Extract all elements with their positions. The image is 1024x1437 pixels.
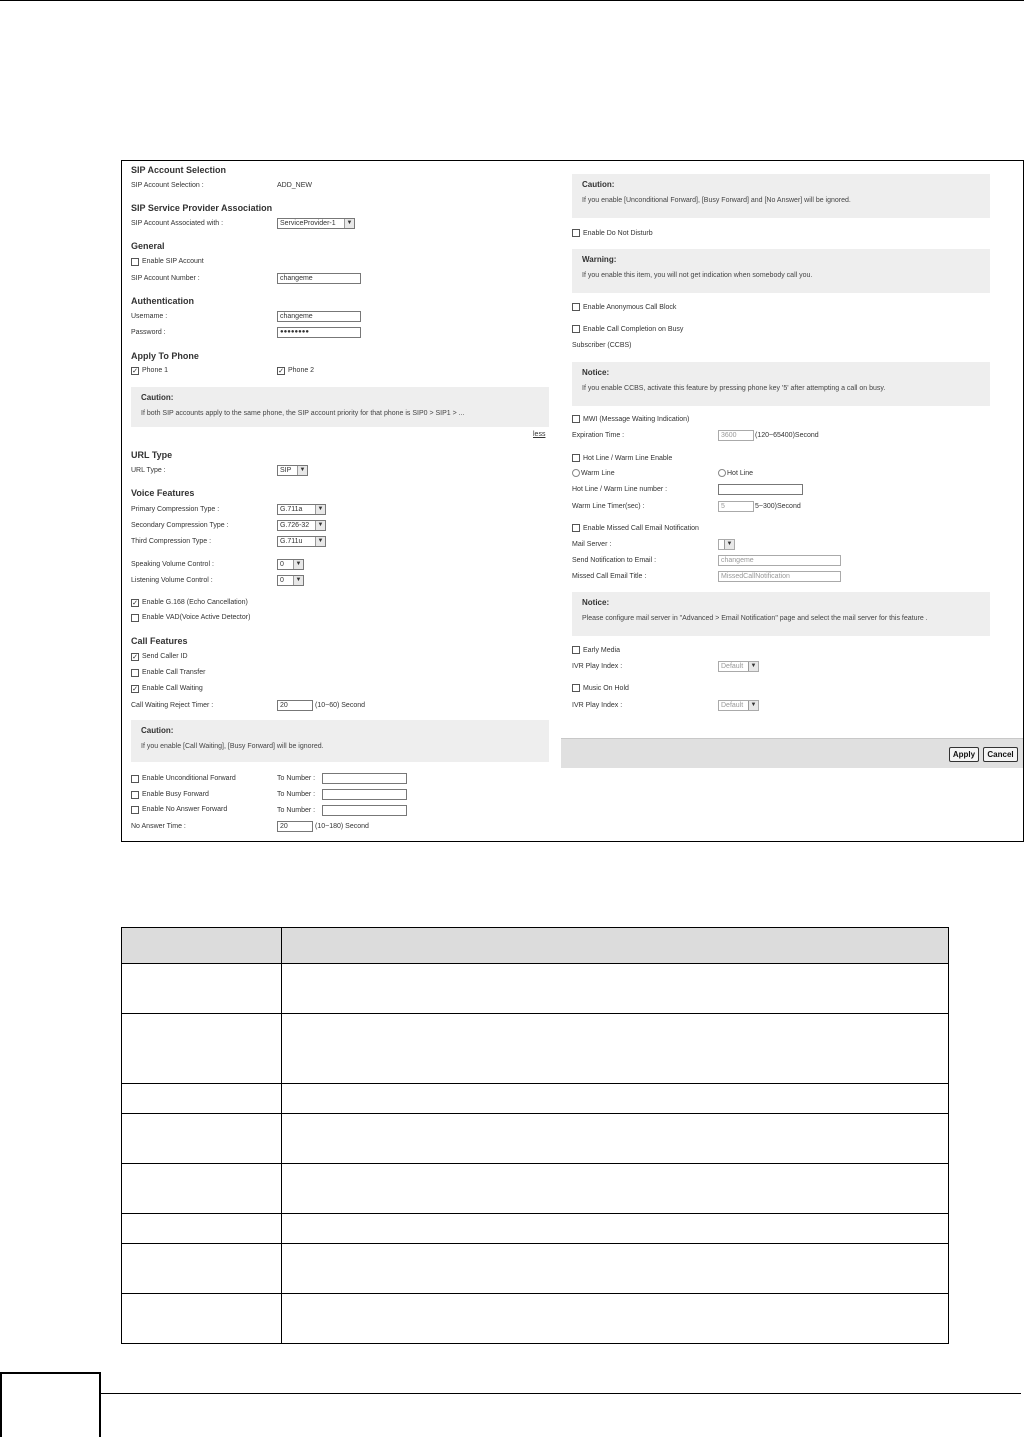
chevron-down-icon: ▼ <box>293 560 303 569</box>
third-compression-label: Third Compression Type : <box>131 538 212 545</box>
table-cell <box>282 1014 949 1084</box>
phone1-label: Phone 1 <box>142 367 169 374</box>
expiration-time-unit: (120~65400)Second <box>755 432 819 439</box>
table-cell <box>122 1084 282 1114</box>
field-description-table <box>121 927 949 1344</box>
table-cell <box>122 1244 282 1294</box>
warm-line-label: Warm Line <box>581 470 615 477</box>
sip-account-number-input[interactable]: changeme <box>277 273 361 284</box>
hot-line-number-input[interactable] <box>718 484 803 495</box>
enable-sip-account-label: Enable SIP Account <box>142 258 204 265</box>
anonymous-call-block-label: Enable Anonymous Call Block <box>583 304 677 311</box>
hot-line-radio[interactable] <box>718 469 726 477</box>
heading-general: General <box>131 241 165 251</box>
username-input[interactable]: changeme <box>277 311 361 322</box>
button-bar <box>561 738 1024 768</box>
url-type-label: URL Type : <box>131 467 166 474</box>
table-row <box>122 1164 949 1214</box>
unconditional-forward-number-input[interactable] <box>322 773 407 784</box>
busy-forward-number-input[interactable] <box>322 789 407 800</box>
caution-title: Caution: <box>141 393 174 402</box>
send-notification-input[interactable]: changeme <box>718 555 841 566</box>
heading-authentication: Authentication <box>131 296 194 306</box>
table-row <box>122 964 949 1014</box>
chevron-down-icon: ▼ <box>315 537 325 546</box>
caution-text: If you enable [Call Waiting], [Busy Forward] will be ignored. <box>141 743 324 750</box>
table-cell <box>282 1084 949 1114</box>
speaking-volume-label: Speaking Volume Control : <box>131 561 214 568</box>
page-footer-rule <box>100 1393 1021 1394</box>
table-row <box>122 1014 949 1084</box>
music-on-hold-ivr-select[interactable] <box>718 700 759 711</box>
no-answer-forward-label: Enable No Answer Forward <box>142 806 228 813</box>
to-number-label: To Number : <box>277 791 316 798</box>
speaking-volume-select[interactable] <box>277 559 304 570</box>
service-provider-select-value: ServiceProvider-1 <box>280 220 336 227</box>
echo-cancellation-checkbox[interactable]: ✓ <box>132 600 138 607</box>
table-cell <box>122 1294 282 1344</box>
busy-forward-label: Enable Busy Forward <box>142 791 209 798</box>
notice-text: If you enable CCBS, activate this feature by pressing phone key '5' after attempting a call on busy. <box>582 385 886 392</box>
expiration-time-label: Expiration Time : <box>572 432 625 439</box>
caution-text: If you enable [Unconditional Forward], [Busy Forward] and [No Answer] will be ignored. <box>582 197 851 204</box>
sip-account-selection-label: SIP Account Selection : <box>131 182 204 189</box>
do-not-disturb-label: Enable Do Not Disturb <box>583 230 653 237</box>
sip-account-selection-value: ADD_NEW <box>277 182 313 189</box>
heading-sip-service-provider: SIP Service Provider Association <box>131 203 273 213</box>
secondary-compression-label: Secondary Compression Type : <box>131 522 229 529</box>
no-answer-time-unit: (10~180) Second <box>315 823 369 830</box>
caution-box-sip-priority <box>131 387 549 427</box>
listening-volume-value: 0 <box>280 577 284 584</box>
unconditional-forward-label: Enable Unconditional Forward <box>142 775 236 782</box>
reject-timer-label: Call Waiting Reject Timer : <box>131 702 214 709</box>
heading-apply-to-phone: Apply To Phone <box>131 351 199 361</box>
table-cell <box>282 1214 949 1244</box>
warning-box <box>572 249 990 293</box>
notice-box-mail-server <box>572 592 990 636</box>
cancel-button[interactable]: Cancel <box>983 747 1018 762</box>
no-answer-time-input[interactable]: 20 <box>277 821 313 832</box>
table-cell <box>282 1244 949 1294</box>
url-type-select-value: SIP <box>280 467 292 474</box>
chevron-down-icon: ▼ <box>344 219 354 228</box>
phone2-checkbox[interactable]: ✓ <box>278 368 284 375</box>
heading-voice-features: Voice Features <box>131 488 195 498</box>
busy-forward-checkbox[interactable] <box>131 791 139 799</box>
mail-server-label: Mail Server : <box>572 541 612 548</box>
anonymous-call-block-checkbox[interactable] <box>572 303 580 311</box>
vad-label: Enable VAD(Voice Active Detector) <box>142 614 251 621</box>
no-answer-forward-number-input[interactable] <box>322 805 407 816</box>
table-row <box>122 1294 949 1344</box>
ccbs-label: Enable Call Completion on Busy <box>583 326 684 333</box>
table-cell <box>282 1294 949 1344</box>
vad-checkbox[interactable] <box>131 614 139 622</box>
table-cell <box>282 964 949 1014</box>
table-header-cell <box>282 928 949 964</box>
missed-call-email-label: Enable Missed Call Email Notification <box>583 525 699 532</box>
hot-line-number-label: Hot Line / Warm Line number : <box>572 486 668 493</box>
early-media-ivr-label: IVR Play Index : <box>572 663 623 670</box>
hot-line-radio-label: Hot Line <box>727 470 754 477</box>
echo-cancellation-label: Enable G.168 (Echo Cancellation) <box>142 599 248 606</box>
warm-line-timer-label: Warm Line Timer(sec) : <box>572 503 645 510</box>
early-media-ivr-select[interactable] <box>718 661 759 672</box>
table-cell <box>122 1114 282 1164</box>
heading-url-type: URL Type <box>131 450 173 460</box>
send-caller-id-checkbox[interactable]: ✓ <box>132 654 138 661</box>
primary-compression-select[interactable] <box>277 504 326 515</box>
chevron-down-icon: ▼ <box>724 540 734 549</box>
to-number-label: To Number : <box>277 775 316 782</box>
music-on-hold-ivr-value: Default <box>721 702 744 709</box>
hot-line-label: Hot Line / Warm Line Enable <box>583 455 673 462</box>
early-media-ivr-value: Default <box>721 663 744 670</box>
do-not-disturb-checkbox[interactable] <box>572 229 580 237</box>
mwi-label: MWI (Message Waiting Indication) <box>583 416 690 423</box>
missed-call-title-label: Missed Call Email Title : <box>572 573 647 580</box>
table-cell <box>282 1114 949 1164</box>
password-label: Password : <box>131 329 166 336</box>
warm-line-radio[interactable] <box>572 469 580 477</box>
notice-text: Please configure mail server in "Advanced > Email Notification" page and select the mail server for this feature . <box>582 615 928 622</box>
table-row <box>122 1214 949 1244</box>
unconditional-forward-checkbox[interactable] <box>131 775 139 783</box>
send-caller-id-label: Send Caller ID <box>142 653 188 660</box>
chevron-down-icon: ▼ <box>315 521 325 530</box>
ccbs-label-line2: Subscriber (CCBS) <box>572 342 632 349</box>
caution-box-call-waiting <box>131 720 549 762</box>
send-notification-label: Send Notification to Email : <box>572 557 657 564</box>
third-compression-select[interactable] <box>277 536 326 547</box>
call-transfer-checkbox[interactable] <box>131 669 139 677</box>
early-media-checkbox[interactable] <box>572 646 580 654</box>
chevron-down-icon: ▼ <box>297 466 307 475</box>
password-input[interactable]: ●●●●●●●● <box>277 327 361 338</box>
caution-title: Caution: <box>141 726 174 735</box>
table-cell <box>122 1214 282 1244</box>
missed-call-email-checkbox[interactable] <box>572 524 580 532</box>
call-waiting-checkbox[interactable]: ✓ <box>132 686 138 693</box>
table-cell <box>122 1164 282 1214</box>
early-media-label: Early Media <box>583 647 620 654</box>
secondary-compression-value: G.726-32 <box>280 522 310 529</box>
table-cell <box>122 1014 282 1084</box>
heading-call-features: Call Features <box>131 636 188 646</box>
enable-sip-account-checkbox[interactable] <box>131 258 139 266</box>
caution-text: If both SIP accounts apply to the same phone, the SIP account priority for that phone is SIP0 > SIP1 > ... <box>141 410 465 417</box>
caution-title: Caution: <box>582 180 615 189</box>
expiration-time-input[interactable]: 3600 <box>718 430 754 441</box>
username-label: Username : <box>131 313 168 320</box>
music-on-hold-label: Music On Hold <box>583 685 629 692</box>
call-waiting-label: Enable Call Waiting <box>142 685 203 692</box>
chevron-down-icon: ▼ <box>315 505 325 514</box>
table-header-row <box>122 928 949 964</box>
no-answer-time-label: No Answer Time : <box>131 823 186 830</box>
phone1-checkbox[interactable]: ✓ <box>132 368 138 375</box>
listening-volume-label: Listening Volume Control : <box>131 577 213 584</box>
table-header-cell <box>122 928 282 964</box>
chevron-down-icon: ▼ <box>293 576 303 585</box>
third-compression-value: G.711u <box>280 538 303 545</box>
sip-associated-label: SIP Account Associated with : <box>131 220 224 227</box>
service-provider-select[interactable] <box>277 218 355 229</box>
reject-timer-input[interactable]: 20 <box>277 700 313 711</box>
chevron-down-icon: ▼ <box>748 662 758 671</box>
notice-box-ccbs <box>572 362 990 406</box>
less-link[interactable]: less <box>533 431 546 438</box>
warning-text: If you enable this item, you will not get indication when somebody call you. <box>582 272 813 279</box>
page-top-rule <box>0 0 1024 1</box>
notice-title: Notice: <box>582 598 610 607</box>
secondary-compression-select[interactable] <box>277 520 326 531</box>
mail-server-select[interactable] <box>718 539 735 550</box>
sip-account-screenshot <box>121 160 1024 842</box>
call-transfer-label: Enable Call Transfer <box>142 669 206 676</box>
heading-sip-account-selection: SIP Account Selection <box>131 165 227 175</box>
chevron-down-icon: ▼ <box>748 701 758 710</box>
music-on-hold-ivr-label: IVR Play Index : <box>572 702 623 709</box>
table-row <box>122 1114 949 1164</box>
no-answer-forward-checkbox[interactable] <box>131 806 139 814</box>
music-on-hold-checkbox[interactable] <box>572 684 580 692</box>
reject-timer-unit: (10~60) Second <box>315 702 366 709</box>
table-cell <box>122 964 282 1014</box>
primary-compression-label: Primary Compression Type : <box>131 506 220 513</box>
mwi-checkbox[interactable] <box>572 415 580 423</box>
apply-button[interactable]: Apply <box>949 747 979 762</box>
sip-account-number-label: SIP Account Number : <box>131 275 200 282</box>
warning-title: Warning: <box>582 255 617 264</box>
phone2-label: Phone 2 <box>288 367 315 374</box>
primary-compression-value: G.711a <box>280 506 303 513</box>
caution-box-forward <box>572 174 990 218</box>
url-type-select[interactable] <box>277 465 308 476</box>
hot-line-checkbox[interactable] <box>572 454 580 462</box>
warm-line-timer-unit: 5~300)Second <box>755 503 801 510</box>
to-number-label: To Number : <box>277 807 316 814</box>
table-row <box>122 1244 949 1294</box>
table-cell <box>282 1164 949 1214</box>
listening-volume-select[interactable] <box>277 575 304 586</box>
page-number-box <box>0 1372 101 1437</box>
table-row <box>122 1084 949 1114</box>
ccbs-checkbox[interactable] <box>572 325 580 333</box>
speaking-volume-value: 0 <box>280 561 284 568</box>
missed-call-title-input[interactable]: MissedCallNotification <box>718 571 841 582</box>
notice-title: Notice: <box>582 368 610 377</box>
warm-line-timer-input[interactable]: 5 <box>718 501 754 512</box>
